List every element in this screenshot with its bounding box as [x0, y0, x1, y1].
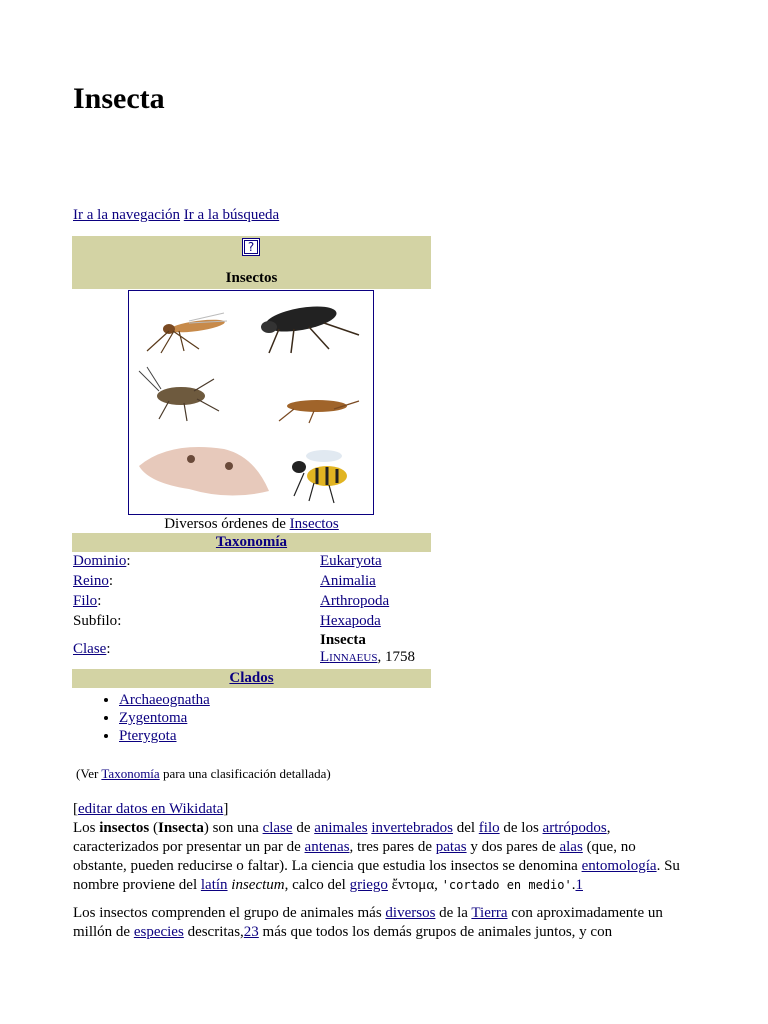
alas-link[interactable]: alas [559, 839, 583, 855]
page-title: Insecta [73, 82, 165, 115]
diversos-link[interactable]: diversos [385, 905, 436, 921]
taxobox-header [72, 236, 431, 289]
wasp-illustration [292, 450, 347, 503]
note-taxonomia-link[interactable]: Taxonomía [101, 766, 160, 781]
clados-header [72, 669, 431, 688]
latin-link[interactable]: latín [200, 877, 228, 893]
filo-link[interactable]: Filo [73, 593, 98, 609]
image-caption: Diversos órdenes de Insectos [164, 516, 339, 532]
patas-link[interactable]: patas [435, 839, 467, 855]
subfilo-label: Subfilo [73, 613, 118, 629]
especies-link[interactable]: especies [133, 924, 184, 940]
reference-23-link[interactable]: 23 [243, 924, 259, 940]
dominio-link[interactable]: Dominio [73, 553, 127, 569]
insects-image[interactable] [128, 290, 374, 515]
taxonomia-link[interactable]: Taxonomía [215, 534, 288, 550]
clados-link[interactable]: Clados [229, 670, 274, 686]
clados-list [72, 691, 431, 745]
moth-illustration [139, 447, 269, 495]
artropodos-link[interactable]: artrópodos [542, 820, 607, 836]
arthropoda-link[interactable]: Arthropoda [320, 593, 390, 609]
list-item [119, 709, 431, 727]
taxon-row-reino: Reino: Animalia [73, 573, 376, 589]
tierra-link[interactable]: Tierra [471, 905, 508, 921]
jump-links [73, 207, 279, 224]
taxonomy-note: (Ver Taxonomía para una clasificación detallada) [76, 766, 331, 781]
clase-link[interactable]: Clase [73, 641, 107, 657]
fly-illustration [147, 313, 227, 353]
intro-paragraph: Los insectos (Insecta) son una clase de animales invertebrados del filo de los artrópodos, caracterizados por presentar un par de antenas, tres pares de patas y dos pares de alas (que, no obstante, pueden reducirse o faltar). La ciencia que estudia los insectos se denomina entomología. Su nombre proviene del latín insectum, calco del griego ἔντομα, 'cortado en medio'.1 [73, 820, 680, 893]
antenas-link[interactable]: antenas [304, 839, 350, 855]
list-item [119, 727, 431, 745]
caption-insectos-link[interactable]: Insectos [289, 516, 339, 532]
beetle-illustration [261, 302, 359, 353]
zygentoma-link[interactable]: Zygentoma [119, 710, 188, 726]
filo-text-link[interactable]: filo [478, 820, 500, 836]
animales-link[interactable]: animales [314, 820, 368, 836]
edit-wikidata-link[interactable]: editar datos en Wikidata [78, 801, 224, 817]
jump-to-search-link[interactable]: Ir a la búsqueda [183, 207, 280, 223]
archaeognatha-link[interactable]: Archaeognatha [119, 692, 210, 708]
eukaryota-link[interactable]: Eukaryota [320, 553, 382, 569]
invertebrados-link[interactable]: invertebrados [371, 820, 453, 836]
second-paragraph: Los insectos comprenden el grupo de animales más diversos de la Tierra con aproximadamente un millón de especies descritas,23 más que todos los demás grupos de animales juntos, y con [73, 905, 663, 940]
animalia-link[interactable]: Animalia [320, 573, 376, 589]
jump-to-navigation-link[interactable]: Ir a la navegación [73, 207, 181, 223]
reino-link[interactable]: Reino [73, 573, 109, 589]
cricket-illustration [279, 400, 359, 423]
taxon-row-subfilo: Subfilo: Hexapoda [73, 613, 381, 629]
taxon-row-filo: Filo: Arthropoda [73, 593, 390, 609]
reference-1-link[interactable]: 1 [575, 877, 583, 893]
list-item [119, 691, 431, 709]
taxon-row-dominio: Dominio: Eukaryota [73, 553, 382, 569]
hexapoda-link[interactable]: Hexapoda [320, 613, 381, 629]
taxonomy-header [72, 533, 431, 552]
pterygota-link[interactable]: Pterygota [119, 728, 177, 744]
help-icon[interactable]: ? [242, 238, 260, 256]
entomologia-link[interactable]: entomología [581, 858, 657, 874]
griego-link[interactable]: griego [349, 877, 388, 893]
clase-text-link[interactable]: clase [262, 820, 293, 836]
linnaeus-link[interactable]: LINNAEUS [320, 649, 378, 665]
bug-illustration [139, 367, 219, 421]
insecta-name: Insecta [320, 632, 366, 648]
author-year: , 1758 [377, 649, 415, 665]
taxon-row-clase: Clase: Insecta LINNAEUS, 1758 [73, 632, 415, 665]
edit-wikidata: [editar datos en Wikidata] [73, 801, 229, 817]
taxobox [72, 236, 431, 745]
taxobox-title: Insectos [225, 270, 278, 286]
